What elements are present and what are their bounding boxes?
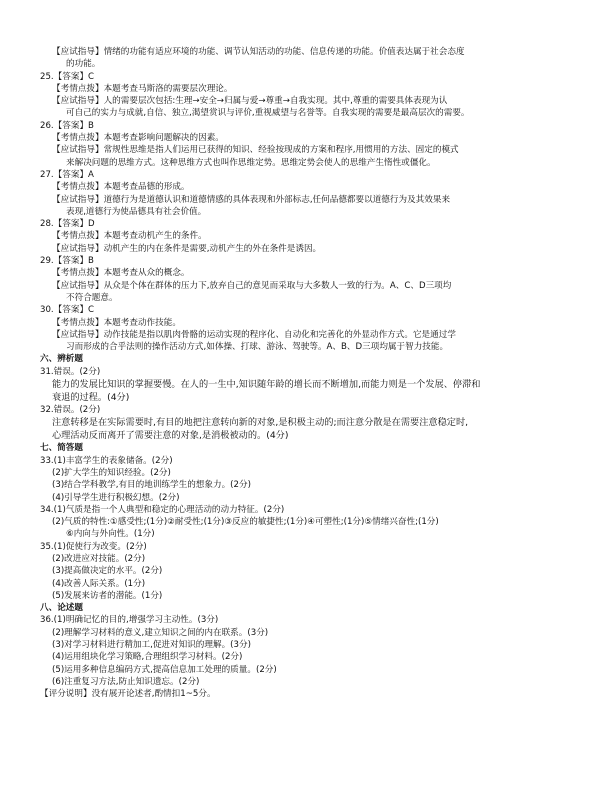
text-line: 30.【答案】C — [40, 305, 95, 316]
text-line: (4)改善人际关系。(1分) — [52, 578, 146, 589]
text-line: (4)引导学生进行积极幻想。(2分) — [52, 492, 180, 503]
text-line: 【考情点拨】本题考查品德的形成。 — [52, 182, 190, 193]
text-line: 【应试指导】道德行为是道德认识和道德情感的具体表现和外部标志,任何品德都要以道德行为及其效果来 — [52, 194, 451, 205]
section-heading: 七、简答题 — [40, 443, 83, 454]
text-line: 不符合题意。 — [66, 292, 118, 303]
text-line: 习而形成的合乎法则的操作活动方式,如体操、打球、游泳、驾驶等。A、B、D三项均属于智力技能。 — [66, 342, 449, 353]
text-line: (3)结合学科教学,有目的地训练学生的想象力。(2分) — [52, 480, 251, 491]
text-line: 表现,道德行为使品德具有社会价值。 — [66, 206, 207, 217]
text-line: 【考情点拨】本题考查动机产生的条件。 — [52, 231, 207, 242]
text-line: 【应试指导】情绪的功能有适应环境的功能、调节认知活动的功能、信息传递的功能。价值表达属于社会态度 — [52, 47, 465, 57]
text-line: 【应试指导】常规性思维是指人们运用已获得的知识、经验按现成的方案和程序,用惯用的方法、固定的模式 — [52, 145, 459, 156]
text-line: 【考情点拨】本题考查马斯洛的需要层次理论。 — [52, 83, 233, 94]
text-line: 【应试指导】从众是个体在群体的压力下,放弃自己的意见而采取与大多数人一致的行为。A、C、D三项均 — [52, 280, 452, 291]
text-line: 能力的发展比知识的掌握要慢。在人的一生中,知识随年龄的增长而不断增加,而能力则是一个发展、停滞和 — [52, 379, 481, 391]
text-line: 28.【答案】D — [40, 219, 95, 230]
text-line: 衰退的过程。(4分) — [52, 392, 130, 404]
text-line: 可自己的实力与成就,自信、独立,渴望赏识与评价,重视威望与名誉等。自我实现的需要是最高层次的需要。 — [66, 108, 470, 119]
text-line: (5)发展来访者的潜能。(1分) — [52, 590, 163, 601]
text-line: 【考情点拨】本题考查动作技能。 — [52, 317, 181, 328]
text-line: 32.错误。(2分) — [40, 405, 101, 416]
text-line: 33.(1)丰富学生的表象储备。(2分) — [40, 455, 173, 466]
text-line: 36.(1)明确记忆的目的,增强学习主动性。(3分) — [40, 615, 219, 626]
text-line: 【应试指导】动作技能是指以肌肉骨骼的运动实现的程序化、自动化和完善化的外显动作方式。它是通过学 — [52, 329, 456, 340]
text-line: 的功能。 — [66, 59, 101, 70]
section-heading: 八、论述题 — [40, 603, 83, 614]
text-line: 注意转移是在实际需要时,有目的地把注意转向新的对象,是积极主动的;而注意分散是在需要注意稳定时, — [52, 417, 469, 429]
text-line: (2)扩大学生的知识经验。(2分) — [52, 467, 171, 478]
text-line: 35.(1)促使行为改变。(2分) — [40, 541, 147, 552]
text-line: 29.【答案】B — [40, 256, 94, 267]
text-line: (6)注重复习方法,防止知识遗忘。(2分) — [52, 676, 200, 687]
text-line: 34.(1)气质是指一个人典型和稳定的心理活动的动力特征。(2分) — [40, 504, 285, 515]
text-line: (2)理解学习材料的意义,建立知识之间的内在联系。(3分) — [52, 627, 269, 638]
text-line: 【评分说明】没有展开论述者,酌情扣1~5分。 — [40, 689, 216, 700]
text-line: ⑥内向与外向性。(1分) — [66, 529, 155, 540]
text-line: (2)改进应对技能。(2分) — [52, 553, 146, 564]
text-line: 心理活动反而离开了需要注意的对象,是消极被动的。(4分) — [52, 430, 289, 442]
text-line: 27.【答案】A — [40, 169, 94, 180]
text-line: (3)对学习材料进行精加工,促进对知识的理解。(3分) — [52, 640, 251, 651]
text-line: 【考情点拨】本题考查影响问题解决的因素。 — [52, 133, 224, 144]
text-line: (5)运用多种信息编码方式,提高信息加工处理的质量。(2分) — [52, 664, 277, 675]
text-line: (2)气质的特性:①感受性;(1分)②耐受性;(1分)③反应的敏捷性;(1分)④可塑性;(1分)⑤情绪兴奋性;(1分) — [52, 517, 439, 528]
text-line: (3)提高做决定的水平。(2分) — [52, 566, 163, 577]
text-line: 来解决问题的思维方式。这种思维方式也叫作思维定势。思维定势会使人的思维产生惰性或僵化。 — [66, 157, 436, 168]
text-line: 26.【答案】B — [40, 120, 94, 131]
text-line: 31.错误。(2分) — [40, 366, 101, 377]
section-heading: 六、辨析题 — [40, 354, 83, 365]
text-line: 25.【答案】C — [40, 71, 95, 82]
text-line: 【应试指导】人的需要层次包括:生理→安全→归属与爱→尊重→自我实现。其中,尊重的需要具体表现为认 — [52, 96, 448, 107]
text-line: (4)运用组块化学习策略,合理组织学习材料。(2分) — [52, 652, 243, 663]
text-line: 【应试指导】动机产生的内在条件是需要,动机产生的外在条件是诱因。 — [52, 243, 322, 254]
text-line: 【考情点拨】本题考查从众的概念。 — [52, 268, 190, 279]
